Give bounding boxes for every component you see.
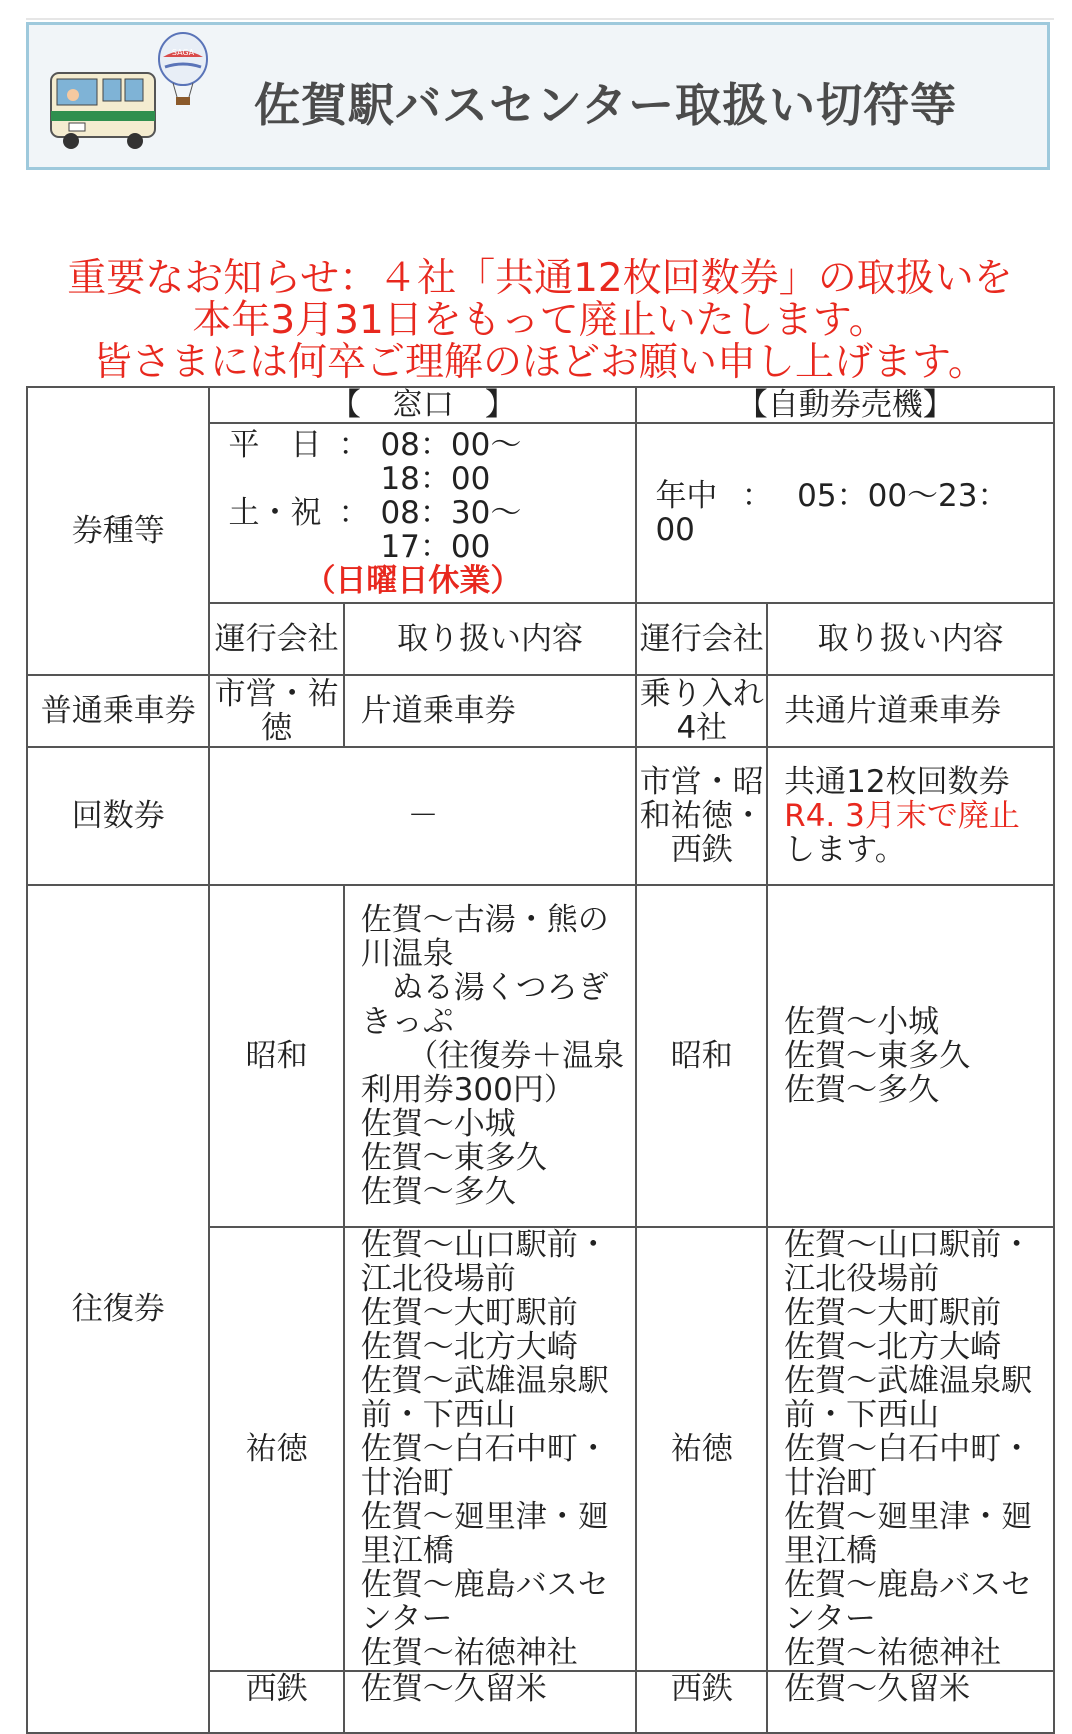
notice-line: 重要なお知らせ：４社「共通12枚回数券」の取扱いを [67,256,1013,301]
table-row [27,747,1054,885]
separator: ： [741,478,773,514]
route-line: 佐賀〜祐徳神社 [784,1635,1002,1671]
route-line: 佐賀〜大町駅前 [360,1295,578,1331]
route-line: 佐賀〜廻里津・廻里江橋 [360,1499,609,1569]
top-divider [26,0,1054,20]
company-cell: 昭和 [636,885,767,1227]
content-header: 取り扱い内容 [344,603,637,675]
content-cell [344,885,637,1227]
route-line: 佐賀〜廻里津・廻里江橋 [784,1499,1033,1569]
route-line: 佐賀〜武雄温泉駅前・下西山 [360,1363,609,1433]
balloon-text: SAGA [171,48,195,57]
route-line: 佐賀〜白石中町・廿治町 [784,1431,1033,1501]
machine-label: 年中 [655,478,718,514]
content-cell [344,1227,637,1671]
route-line: 佐賀〜東多久 [784,1038,971,1074]
table-row [27,885,1054,1227]
coupon-abolish-note: R4. 3月末で廃止 [784,798,1020,834]
page-title: 佐賀駅バスセンター取扱い切符等 [254,78,958,132]
window-hours [209,423,636,603]
machine-hours [636,423,1054,603]
content-cell [767,1227,1054,1671]
route-line: 佐賀〜山口駅前・江北役場前 [360,1227,609,1297]
sunday-closed-note: （日曜日休業） [304,563,522,599]
kind-header: 券種等 [27,387,209,675]
content-cell: 佐賀〜久留米 [344,1671,637,1733]
content-cell: － [209,747,636,885]
content-cell [767,747,1054,885]
holiday-hours: 08：30〜17：00 [380,495,522,565]
kind-cell: 普通乗車券 [27,675,209,747]
holiday-label: 土・祝 [228,495,322,531]
window-header: 【 窓口 】 [209,387,636,423]
coupon-name: 共通12枚回数券 [784,764,1010,800]
bus-icon [47,65,159,151]
content-cell [767,885,1054,1227]
route-line: 佐賀〜鹿島バスセンター [784,1567,1033,1637]
route-line: 佐賀〜古湯・熊の川温泉 [360,902,609,972]
company-header: 運行会社 [209,603,343,675]
table-row [27,675,1054,747]
route-line: ぬる湯くつろぎ きっぷ [360,970,609,1040]
machine-header: 【自動券売機】 [636,387,1054,423]
route-line: 佐賀〜小城 [784,1004,940,1040]
content-header: 取り扱い内容 [767,603,1054,675]
route-line: 佐賀〜大町駅前 [784,1295,1002,1331]
company-cell: 乗り入れ4社 [636,675,767,747]
ticket-table [26,386,1055,1734]
weekday-hours: 08：00〜18：00 [380,427,522,497]
route-line: 佐賀〜多久 [784,1072,940,1108]
route-line: 佐賀〜祐徳神社 [360,1635,578,1671]
company-header: 運行会社 [636,603,767,675]
route-line: （往復券＋温泉利用券300円） [360,1038,625,1108]
coupon-note-tail: します。 [784,832,906,868]
route-line: 佐賀〜武雄温泉駅前・下西山 [784,1363,1033,1433]
company-cell: 昭和 [209,885,343,1227]
separator: ： [338,495,370,531]
content-cell: 片道乗車券 [344,675,637,747]
balloon-logo [153,31,213,111]
notice-line: 皆さまには何卒ご理解のほどお願い申し上げます。 [93,340,987,385]
kind-cell: 回数券 [27,747,209,885]
route-line: 佐賀〜北方大崎 [784,1329,1002,1365]
kind-cell: 往復券 [27,885,209,1733]
company-cell: 西鉄 [209,1671,343,1733]
route-line: 佐賀〜多久 [360,1174,516,1210]
important-notice [30,258,1050,384]
route-line: 佐賀〜山口駅前・江北役場前 [784,1227,1033,1297]
company-cell: 祐徳 [209,1227,343,1671]
route-line: 佐賀〜北方大崎 [360,1329,578,1365]
content-cell: 佐賀〜久留米 [767,1671,1054,1733]
header-banner [26,22,1050,170]
company-cell: 西鉄 [636,1671,767,1733]
route-line: 佐賀〜鹿島バスセンター [360,1567,609,1637]
content-cell: 共通片道乗車券 [767,675,1054,747]
route-line: 佐賀〜白石中町・廿治町 [360,1431,609,1501]
route-line: 佐賀〜東多久 [360,1140,547,1176]
notice-line: 本年3月31日をもって廃止いたします。 [192,298,888,343]
company-cell: 市営・昭和祐徳・西鉄 [636,747,767,885]
separator: ： [338,427,370,463]
machine-hours-value: 05：00〜23：00 [655,478,1009,548]
company-cell: 祐徳 [636,1227,767,1671]
weekday-label: 平 日 [228,427,322,463]
company-cell: 市営・祐徳 [209,675,343,747]
route-line: 佐賀〜小城 [360,1106,516,1142]
